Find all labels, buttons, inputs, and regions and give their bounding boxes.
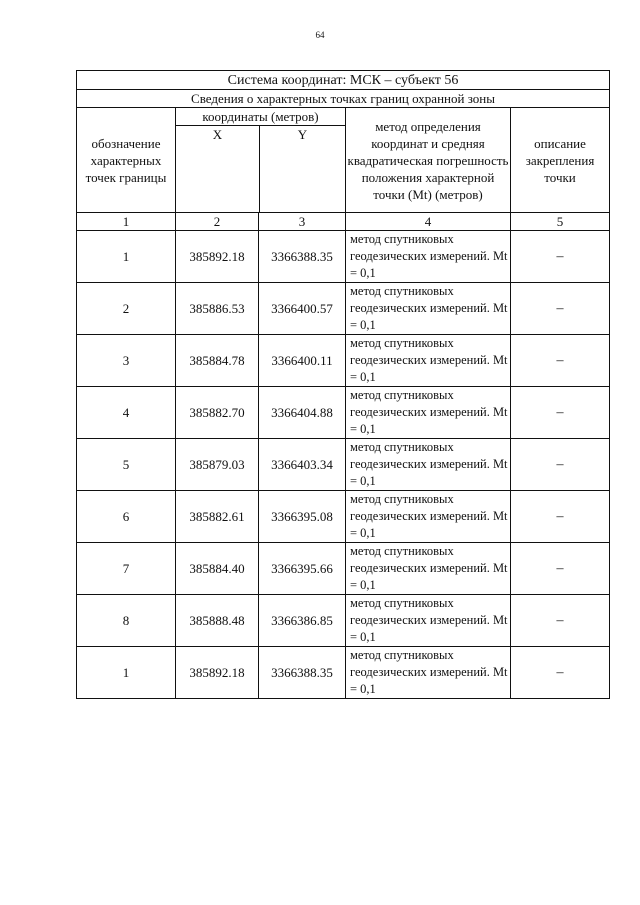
column-number: 3	[259, 213, 346, 231]
table-row	[77, 595, 610, 647]
point-cell: 8	[77, 595, 176, 647]
method-cell: метод спутниковых геодезических измерений. Mt = 0,1	[346, 387, 511, 439]
point-cell: 4	[77, 387, 176, 439]
x-coordinate-cell: 385882.61	[176, 491, 259, 543]
column-number: 2	[176, 213, 259, 231]
table-title: Система координат: МСК – субъект 56	[77, 71, 610, 90]
x-coordinate-cell: 385886.53	[176, 283, 259, 335]
header-y: Y	[297, 127, 308, 142]
y-coordinate-cell: 3366395.08	[259, 491, 346, 543]
page-number: 64	[315, 30, 325, 40]
header-coordinates	[176, 108, 346, 213]
header-coordinates-label: координаты (метров)	[176, 108, 345, 126]
x-coordinate-cell: 385888.48	[176, 595, 259, 647]
header-point: обозначение характерных точек границы	[77, 108, 176, 213]
point-cell: 5	[77, 439, 176, 491]
description-cell: –	[511, 595, 610, 647]
header-method: метод определения координат и средняя квадратическая погрешность положения характерной точки (Mt) (метров)	[346, 108, 511, 213]
header-row	[77, 108, 610, 213]
y-coordinate-cell: 3366403.34	[259, 439, 346, 491]
table-row	[77, 491, 610, 543]
y-coordinate-cell: 3366386.85	[259, 595, 346, 647]
x-coordinate-cell: 385892.18	[176, 647, 259, 699]
table-row	[77, 335, 610, 387]
description-cell: –	[511, 647, 610, 699]
table-row	[77, 231, 610, 283]
y-coordinate-cell: 3366400.11	[259, 335, 346, 387]
description-cell: –	[511, 335, 610, 387]
y-coordinate-cell: 3366400.57	[259, 283, 346, 335]
y-coordinate-cell: 3366388.35	[259, 231, 346, 283]
header-description: описание закрепления точки	[511, 108, 610, 213]
point-cell: 1	[77, 647, 176, 699]
boundary-points-table	[76, 70, 610, 699]
y-coordinate-cell: 3366395.66	[259, 543, 346, 595]
description-cell: –	[511, 439, 610, 491]
description-cell: –	[511, 491, 610, 543]
description-cell: –	[511, 231, 610, 283]
table-row	[77, 439, 610, 491]
x-coordinate-cell: 385879.03	[176, 439, 259, 491]
column-number: 5	[511, 213, 610, 231]
point-cell: 3	[77, 335, 176, 387]
point-cell: 2	[77, 283, 176, 335]
y-coordinate-cell: 3366404.88	[259, 387, 346, 439]
description-cell: –	[511, 543, 610, 595]
x-coordinate-cell: 385884.40	[176, 543, 259, 595]
method-cell: метод спутниковых геодезических измерений. Mt = 0,1	[346, 543, 511, 595]
column-number: 1	[77, 213, 176, 231]
point-cell: 1	[77, 231, 176, 283]
y-coordinate-cell: 3366388.35	[259, 647, 346, 699]
table-title-row	[77, 71, 610, 90]
table-subtitle: Сведения о характерных точках границ охранной зоны	[77, 90, 610, 108]
point-cell: 6	[77, 491, 176, 543]
x-coordinate-cell: 385884.78	[176, 335, 259, 387]
method-cell: метод спутниковых геодезических измерений. Mt = 0,1	[346, 595, 511, 647]
table-row	[77, 387, 610, 439]
column-number: 4	[346, 213, 511, 231]
x-coordinate-cell: 385882.70	[176, 387, 259, 439]
method-cell: метод спутниковых геодезических измерений. Mt = 0,1	[346, 231, 511, 283]
point-cell: 7	[77, 543, 176, 595]
description-cell: –	[511, 387, 610, 439]
table-subtitle-row	[77, 90, 610, 108]
x-coordinate-cell: 385892.18	[176, 231, 259, 283]
table-row	[77, 543, 610, 595]
method-cell: метод спутниковых геодезических измерений. Mt = 0,1	[346, 335, 511, 387]
table-row	[77, 647, 610, 699]
method-cell: метод спутниковых геодезических измерений. Mt = 0,1	[346, 647, 511, 699]
header-x: X	[176, 126, 260, 212]
column-numbers-row	[77, 213, 610, 231]
method-cell: метод спутниковых геодезических измерений. Mt = 0,1	[346, 283, 511, 335]
description-cell: –	[511, 283, 610, 335]
method-cell: метод спутниковых геодезических измерений. Mt = 0,1	[346, 439, 511, 491]
method-cell: метод спутниковых геодезических измерений. Mt = 0,1	[346, 491, 511, 543]
table-row	[77, 283, 610, 335]
